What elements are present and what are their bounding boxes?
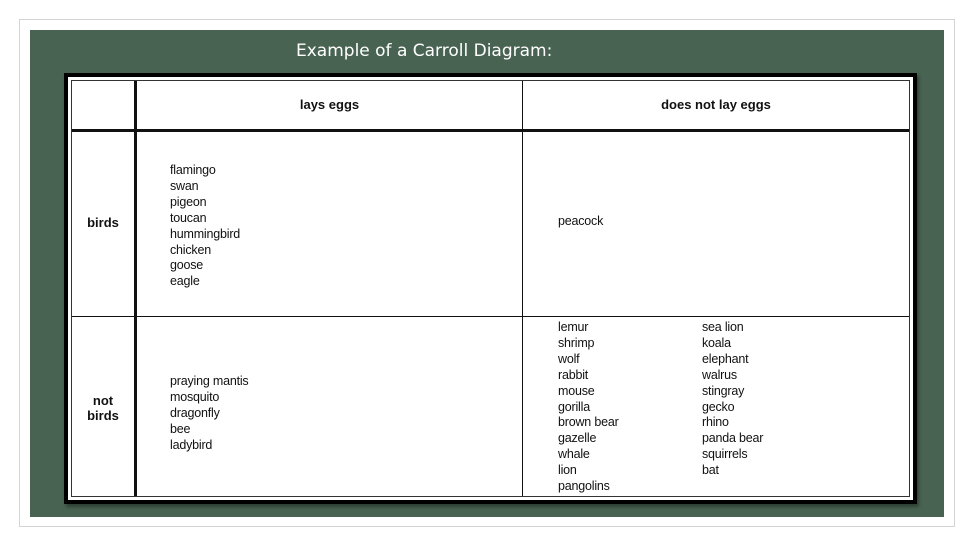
cell-not-birds-no-eggs-col2 [702, 320, 763, 479]
animal-item: eagle [170, 274, 200, 289]
animal-item: elephant [702, 351, 749, 366]
cell-birds-no-eggs [558, 214, 603, 230]
animal-item: flamingo [170, 163, 216, 177]
row-header-not-birds-line1: not [92, 393, 114, 408]
animal-item: toucan [170, 210, 207, 225]
animal-item: peacock [558, 214, 604, 228]
animal-item: lemur [558, 320, 589, 334]
animal-item: mosquito [170, 389, 220, 404]
animal-item: koala [702, 335, 731, 350]
cell-birds-lays-eggs [170, 163, 240, 290]
animal-list [170, 374, 249, 454]
animal-item: wolf [558, 351, 580, 366]
animal-item: stingray [702, 383, 745, 398]
animal-item: squirrels [702, 447, 748, 462]
animal-item: brown bear [558, 415, 619, 430]
grid-line-column-divider [522, 81, 523, 496]
animal-item: gecko [702, 399, 735, 414]
grid-line-row-divider [72, 316, 909, 317]
animal-item: rhino [702, 415, 729, 430]
cell-not-birds-lays-eggs [170, 374, 249, 454]
animal-list [558, 320, 619, 495]
slide [30, 30, 944, 517]
animal-item: ladybird [170, 437, 213, 452]
animal-item: chicken [170, 242, 211, 257]
animal-item: lion [558, 463, 577, 478]
animal-list [702, 320, 763, 479]
animal-item: hummingbird [170, 226, 241, 241]
animal-item: whale [558, 447, 590, 462]
grid-line-header-divider [72, 129, 909, 132]
column-header-does-not-lay-eggs: does not lay eggs [661, 97, 771, 112]
grid-line-row-header-divider [134, 81, 137, 496]
row-header-not-birds-line2: birds [87, 408, 119, 423]
animal-list [558, 214, 603, 230]
carroll-diagram-inner [68, 77, 913, 500]
animal-item: pangolins [558, 479, 610, 494]
animal-item: walrus [702, 367, 737, 382]
carroll-table [71, 80, 910, 497]
carroll-diagram [64, 73, 917, 504]
row-header-birds: birds [87, 215, 119, 230]
animal-item: bee [170, 421, 191, 436]
animal-item: bat [702, 463, 719, 478]
animal-item: panda bear [702, 431, 764, 446]
animal-item: mouse [558, 383, 595, 398]
cell-not-birds-no-eggs-col1 [558, 320, 619, 495]
column-header-lays-eggs: lays eggs [299, 97, 360, 112]
animal-item: dragonfly [170, 405, 220, 420]
animal-item: pigeon [170, 194, 207, 209]
animal-item: gazelle [558, 431, 597, 446]
animal-item: praying mantis [170, 374, 249, 388]
animal-item: goose [170, 258, 204, 273]
slide-title: Example of a Carroll Diagram: [296, 41, 553, 61]
animal-item: swan [170, 178, 199, 193]
animal-item: rabbit [558, 367, 589, 382]
row-header-not-birds [72, 393, 134, 423]
animal-item: shrimp [558, 335, 595, 350]
animal-list [170, 163, 240, 290]
animal-item: sea lion [702, 320, 744, 334]
animal-item: gorilla [558, 399, 590, 414]
